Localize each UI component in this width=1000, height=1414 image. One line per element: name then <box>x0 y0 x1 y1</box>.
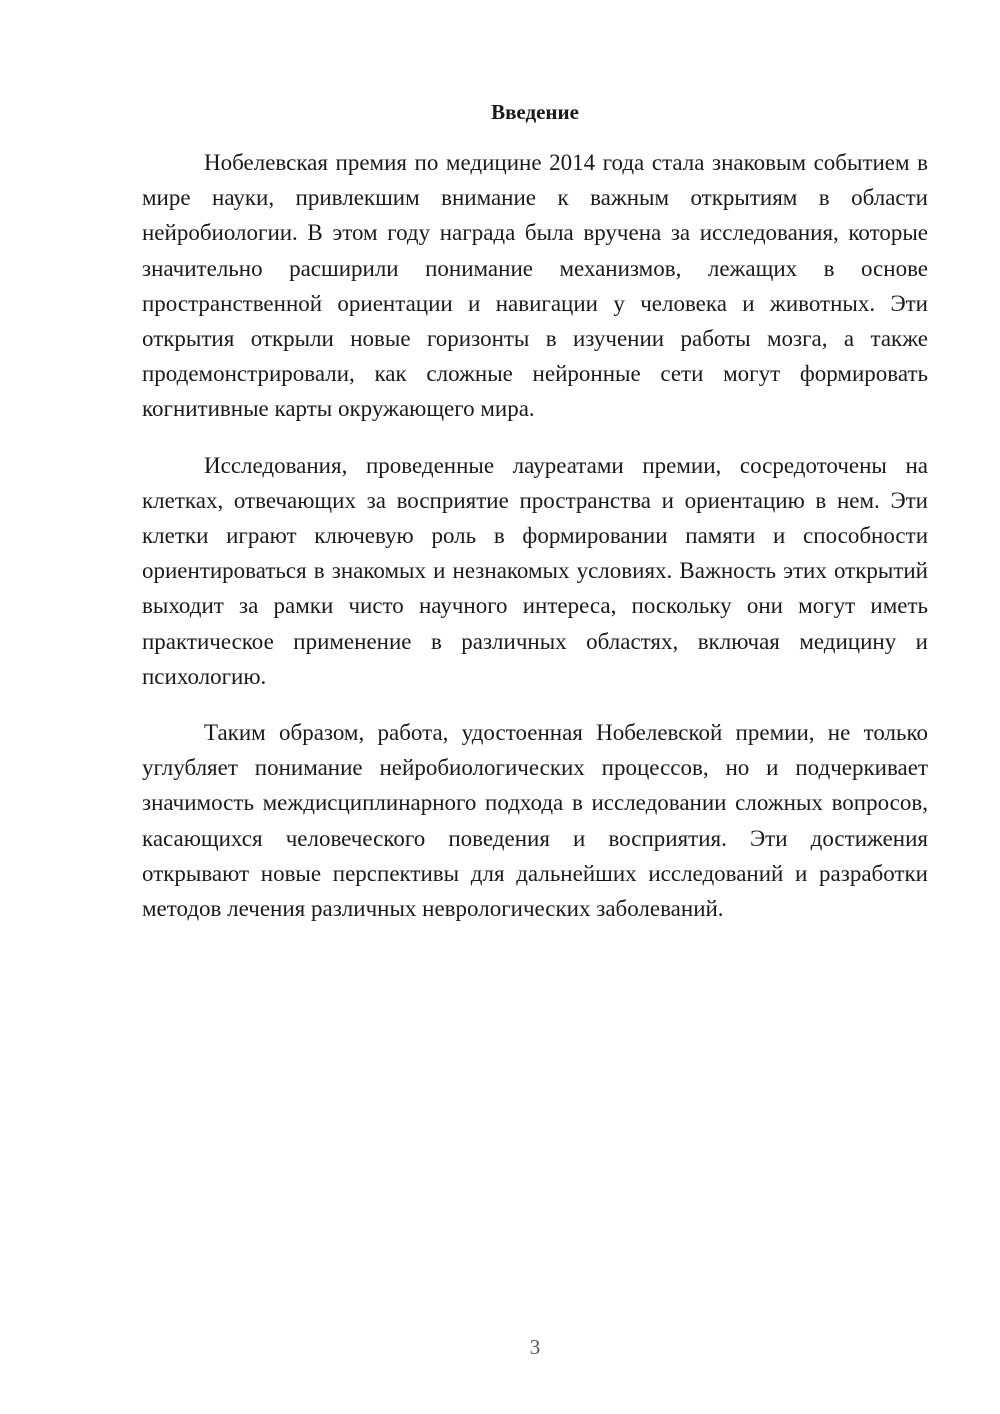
section-title: Введение <box>491 100 579 124</box>
paragraph-3: Таким образом, работа, удостоенная Нобелевской премии, не только углубляет понимание нейробиологических процессов, но и подчеркивает значимость междисциплинарного подхода в исследовании сложных вопросов, касающихся человеческого поведения и восприятия. Эти достижения открывают новые перспективы для дальнейших исследований и разработки методов лечения различных неврологических заболеваний. <box>142 720 928 922</box>
paragraph-2: Исследования, проведенные лауреатами премии, сосредоточены на клетках, отвечающих за восприятие пространства и ориентацию в нем. Эти клетки играют ключевую роль в формировании памяти и способности ориентироваться в знакомых и незнакомых условиях. Важность этих открытий выходит за рамки чисто научного интереса, поскольку они могут иметь практическое применение в различных областях, включая медицину и психологию. <box>142 452 928 689</box>
body-text <box>142 145 928 947</box>
page-number: 3 <box>529 1335 541 1359</box>
paragraph-1: Нобелевская премия по медицине 2014 года стала знаковым событием в мире науки, привлекшим внимание к важным открытиям в области нейробиологии. В этом году награда была вручена за исследования, которые значительно расширили понимание механизмов, лежащих в основе пространственной ориентации и навигации у человека и животных. Эти открытия открыли новые горизонты в изучении работы мозга, а также продемонстрировали, как сложные нейронные сети могут формировать когнитивные карты окружающего мира. <box>142 150 928 422</box>
